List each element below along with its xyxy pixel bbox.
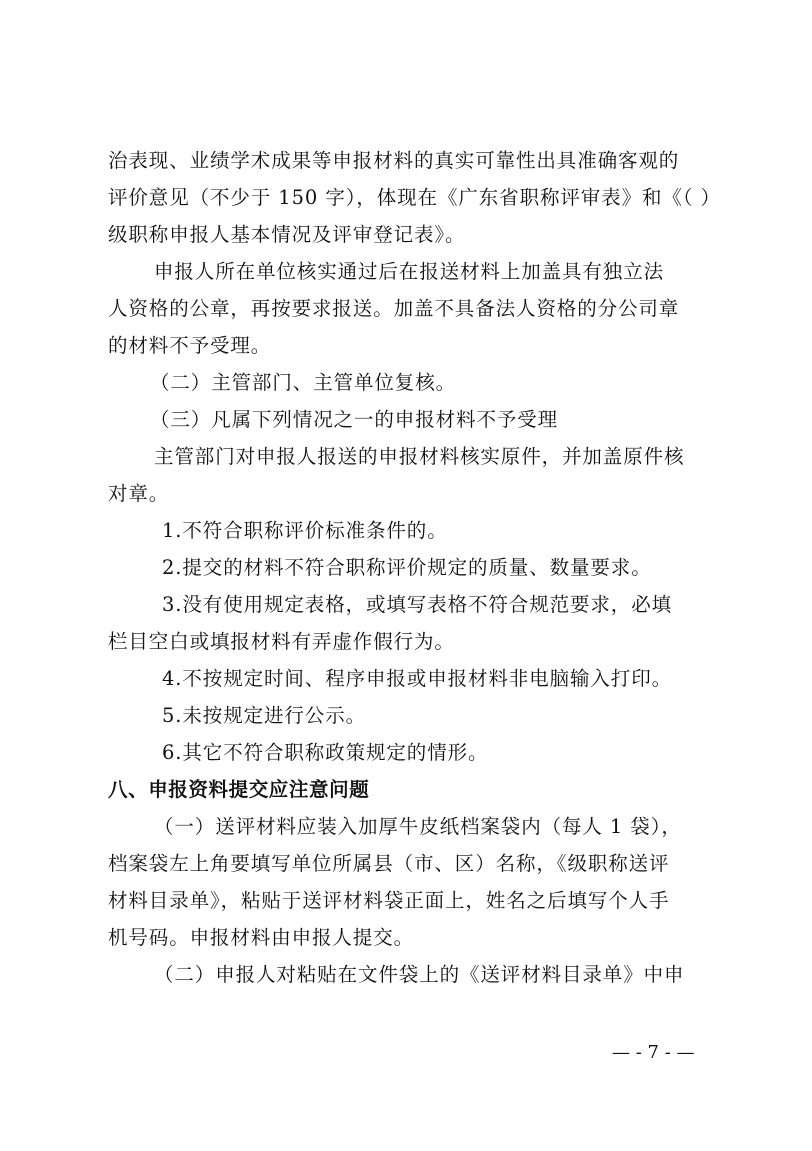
- list-item: 3.没有使用规定表格，或填写表格不符合规范要求，必填: [162, 593, 673, 616]
- body-text-line: 申报人所在单位核实通过后在报送材料上加盖具有独立法: [154, 260, 665, 283]
- list-item-continuation: 栏目空白或填报材料有弄虚作假行为。: [108, 630, 455, 653]
- body-text-line: 主管部门对申报人报送的申报材料核实原件，并加盖原件核: [154, 445, 685, 468]
- body-text-line: 材料目录单》，粘贴于送评材料袋正面上，姓名之后填写个人手: [108, 889, 670, 912]
- body-text-line: （一）送评材料应装入加厚牛皮纸档案袋内（每人 1 袋），: [154, 815, 682, 838]
- subsection-heading: （二）主管部门、主管单位复核。: [150, 371, 457, 394]
- body-text-line: 评价意见（不少于 150 字），体现在《广东省职称评审表》和《（ ）: [108, 186, 721, 209]
- list-item: 6.其它不符合职称政策规定的情形。: [162, 741, 489, 764]
- subsection-heading: （三）凡属下列情况之一的申报材料不予受理: [150, 408, 559, 431]
- body-text-line: 档案袋左上角要填写单位所属县（市、区）名称，《级职称送评: [108, 852, 670, 875]
- body-text-line: （二）申报人对粘贴在文件袋上的《送评材料目录单》中申: [154, 963, 685, 986]
- body-text-line: 级职称申报人基本情况及评审登记表》。: [108, 223, 466, 246]
- body-text-line: 机号码。申报材料由申报人提交。: [108, 926, 415, 949]
- body-text-line: 对章。: [108, 482, 170, 505]
- section-heading: 八、申报资料提交应注意问题: [108, 778, 370, 801]
- body-text-line: 治表现、业绩学术成果等申报材料的真实可靠性出具准确客观的: [108, 149, 680, 172]
- list-item: 2.提交的材料不符合职称评价规定的质量、数量要求。: [162, 556, 652, 579]
- page-number: — - 7 - —: [612, 1042, 695, 1063]
- list-item: 5.未按规定进行公示。: [162, 704, 367, 727]
- list-item: 1.不符合职称评价标准条件的。: [162, 519, 448, 542]
- body-text-line: 的材料不予受理。: [108, 334, 272, 357]
- list-item: 4.不按规定时间、程序申报或申报材料非电脑输入打印。: [162, 667, 673, 690]
- body-text-line: 人资格的公章，再按要求报送。加盖不具备法人资格的分公司章: [108, 297, 680, 320]
